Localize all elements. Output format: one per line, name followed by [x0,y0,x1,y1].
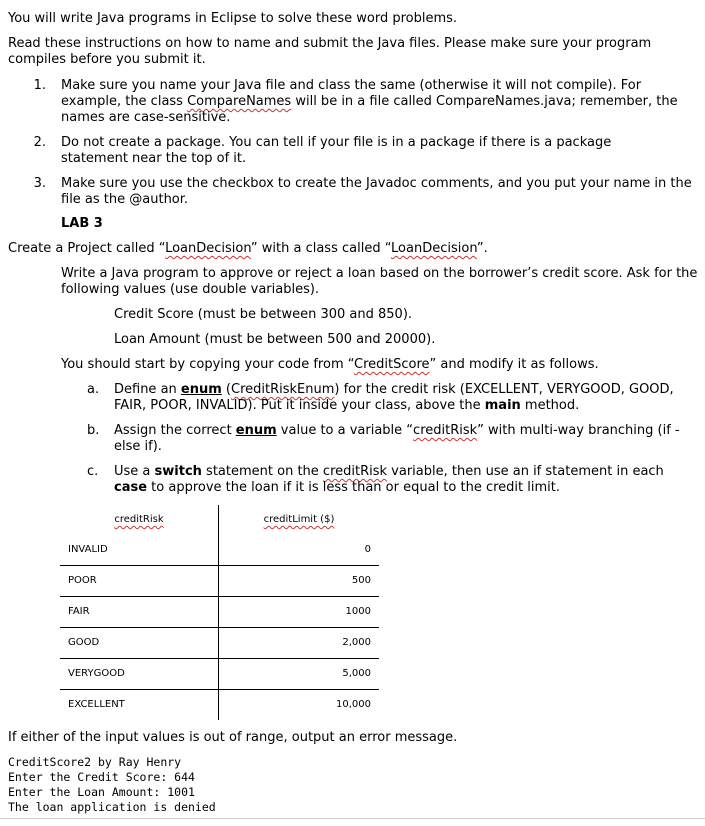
step-text: Define an enum (CreditRiskEnum) for the credit risk (EXCELLENT, VERYGOOD, GOOD, FAIR, POOR, INVALID). Put it inside your class, above the main method. [114,382,674,413]
risk-cell: FAIR [60,597,219,628]
table-row [60,628,379,659]
program-description: Write a Java program to approve or reject a loan based on the borrower’s credit score. Ask for the following values (use double variables). [61,266,698,297]
risk-cell: GOOD [60,628,219,659]
instructions-text: Read these instructions on how to name and submit the Java files. Please make sure your program compiles before you submit it. [8,36,652,67]
lab-title: LAB 3 [61,216,103,231]
risk-cell: VERYGOOD [60,659,219,690]
limit-cell: 500 [219,566,380,597]
risk-cell: POOR [60,566,219,597]
step-letter: c. [87,464,99,479]
limit-cell: 1000 [219,597,380,628]
sample-output [8,755,216,815]
credit-risk-table [60,505,379,720]
limit-cell: 2,000 [219,628,380,659]
table-row [60,597,379,628]
step-text: Assign the correct enum value to a variable “creditRisk” with multi-way branching (if - else if). [114,423,680,454]
step-letter: b. [87,423,100,438]
project-line: Create a Project called “LoanDecision” with a class called “LoanDecision”. [8,241,488,256]
header-credit-risk: creditRisk [60,505,219,535]
table-row [60,535,379,566]
table-header-row [60,505,379,535]
table-row [60,659,379,690]
list-item-text: Make sure you use the checkbox to create the Javadoc comments, and you put your name in the file as the @author. [61,176,692,207]
step-letter: a. [87,382,100,397]
step-text: Use a switch statement on the creditRisk variable, then use an if statement in each case to approve the loan if it is less than or equal to the credit limit. [114,464,664,495]
limit-cell: 10,000 [336,699,371,710]
limit-cell: 5,000 [219,659,380,690]
error-note: If either of the input values is out of range, output an error message. [8,730,458,745]
loan-amount-line: Loan Amount (must be between 500 and 20000). [114,332,436,347]
list-number: 1. [33,78,46,93]
table-row [60,566,379,597]
risk-cell: EXCELLENT [60,690,219,721]
list-item-text: Make sure you name your Java file and class the same (otherwise it will not compile). For example, the class CompareNames will be in a file called CompareNames.java; remember, the names are case-sensitive. [61,78,678,125]
list-item-text: Do not create a package. You can tell if your file is in a package if there is a package statement near the top of it. [61,135,612,166]
output-line: The loan application is denied [8,800,216,814]
risk-cell: INVALID [60,535,219,566]
list-number: 3. [33,176,46,191]
start-line: You should start by copying your code from “CreditScore” and modify it as follows. [61,357,599,372]
limit-cell: 0 [219,535,380,566]
intro-text: You will write Java programs in Eclipse to solve these word problems. [8,11,458,26]
table-row [60,690,379,721]
list-number: 2. [33,135,46,150]
header-credit-limit: creditLimit ($) [263,514,335,525]
output-line: Enter the Credit Score: 644 [8,770,195,784]
page-bottom-rule [0,818,705,819]
credit-score-line: Credit Score (must be between 300 and 850). [114,307,413,322]
output-line: Enter the Loan Amount: 1001 [8,785,195,799]
output-line: CreditScore2 by Ray Henry [8,755,182,769]
